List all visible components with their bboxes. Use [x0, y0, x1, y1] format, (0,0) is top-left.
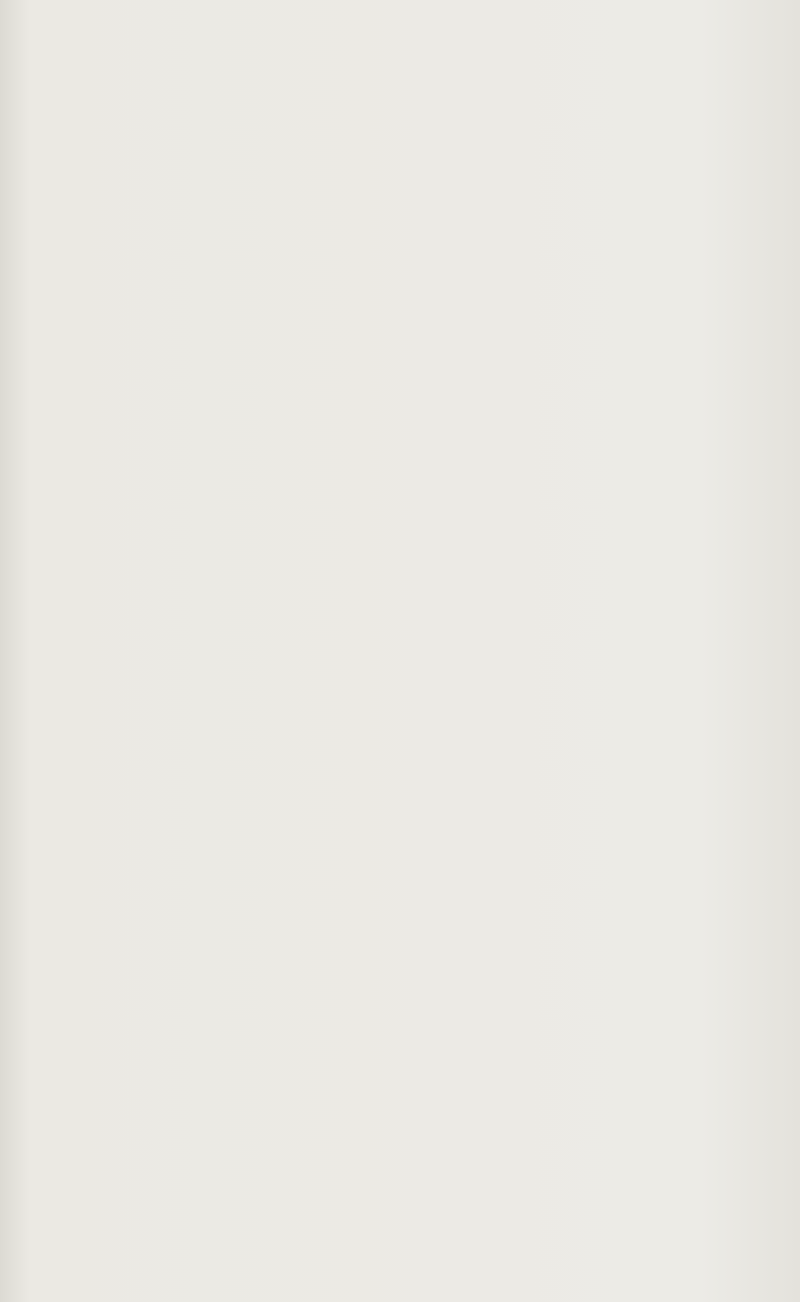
main-text-block: [138, 91, 793, 153]
page-header: [110, 44, 750, 94]
catchword: [138, 131, 793, 153]
chapter-heading-line-1: [138, 91, 793, 111]
chapter-heading-line-2: [138, 111, 793, 131]
